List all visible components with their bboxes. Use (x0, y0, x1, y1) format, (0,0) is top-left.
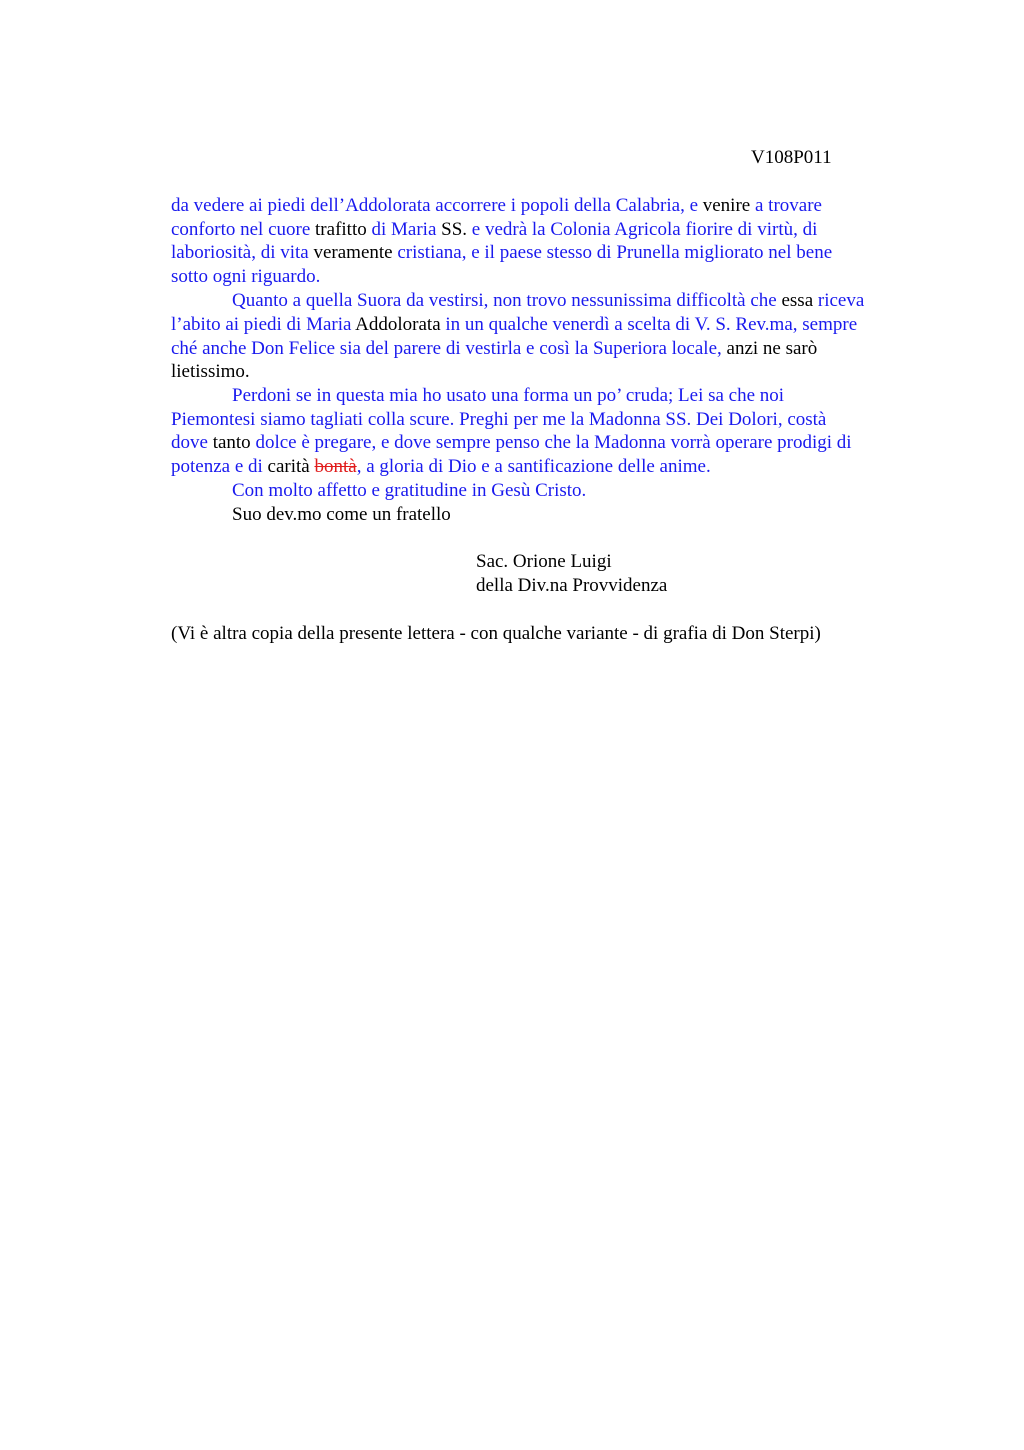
text-run: carità (267, 456, 315, 477)
letter-line (171, 218, 817, 242)
inserted-text: laboriosità, di vita (171, 242, 314, 263)
page-identifier: V108P011 (751, 147, 832, 168)
text-run: della Div.na Provvidenza (476, 575, 668, 596)
inserted-text: potenza e di (171, 456, 268, 477)
deleted-text: bontà (314, 456, 357, 477)
inserted-text: Con molto affetto e gratitudine in Gesù Cristo. (232, 480, 587, 501)
text-run: tanto (212, 432, 251, 453)
text-run: Sac. Orione Luigi (476, 551, 612, 572)
signature-name (476, 550, 612, 574)
letter-line (171, 194, 822, 218)
inserted-text: di Maria (366, 219, 442, 240)
letter-line (171, 455, 711, 479)
inserted-text: , a gloria di Dio e a santificazione delle anime. (356, 456, 711, 477)
inserted-text: sotto ogni riguardo. (171, 266, 321, 287)
inserted-text: in un qualche venerdì a scelta di V. S. Rev.ma, sempre (440, 314, 858, 335)
inserted-text: riceva (813, 290, 865, 311)
letter-line (171, 313, 857, 337)
text-run: lietissimo. (171, 361, 250, 382)
archival-note (171, 622, 821, 646)
closing-line (232, 503, 451, 527)
letter-line (171, 431, 852, 455)
closing-line (232, 479, 586, 503)
letter-line (171, 241, 832, 265)
letter-line (171, 337, 817, 361)
text-run: essa (781, 290, 814, 311)
letter-line (171, 408, 826, 432)
text-run: venire (702, 195, 751, 216)
text-run: Suo dev.mo come un fratello (232, 504, 451, 525)
text-run: SS. (441, 219, 468, 240)
inserted-text: Perdoni se in questa mia ho usato una forma un po’ cruda; Lei sa che noi (232, 385, 785, 406)
inserted-text: e vedrà la Colonia Agricola fiorire di virtù, di (467, 219, 818, 240)
text-run: (Vi è altra copia della presente lettera - con qualche variante - di grafia di Don Sterpi) (171, 623, 821, 644)
inserted-text: ché anche Don Felice sia del parere di vestirla e così la Superiora locale, (171, 338, 722, 359)
inserted-text: dove (171, 432, 213, 453)
letter-line (232, 384, 784, 408)
inserted-text: conforto nel cuore (171, 219, 316, 240)
text-run: Addolorata (355, 314, 441, 335)
inserted-text: cristiana, e il paese stesso di Prunella migliorato nel bene (392, 242, 833, 263)
inserted-text: a trovare (750, 195, 822, 216)
text-run: anzi ne sarò (721, 338, 818, 359)
letter-line (171, 360, 250, 384)
inserted-text: l’abito ai piedi di Maria (171, 314, 356, 335)
inserted-text: Piemontesi siamo tagliati colla scure. Preghi per me la Madonna SS. Dei Dolori, costà (171, 409, 827, 430)
inserted-text: da vedere ai piedi dell’Addolorata accorrere i popoli della Calabria, e (171, 195, 703, 216)
text-run: veramente (313, 242, 393, 263)
letter-line (232, 289, 864, 313)
text-run: trafitto (315, 219, 367, 240)
inserted-text: Quanto a quella Suora da vestirsi, non trovo nessunissima difficoltà che (232, 290, 782, 311)
signature-title (476, 574, 667, 598)
letter-line (171, 265, 320, 289)
inserted-text: dolce è pregare, e dove sempre penso che la Madonna vorrà operare prodigi di (250, 432, 852, 453)
